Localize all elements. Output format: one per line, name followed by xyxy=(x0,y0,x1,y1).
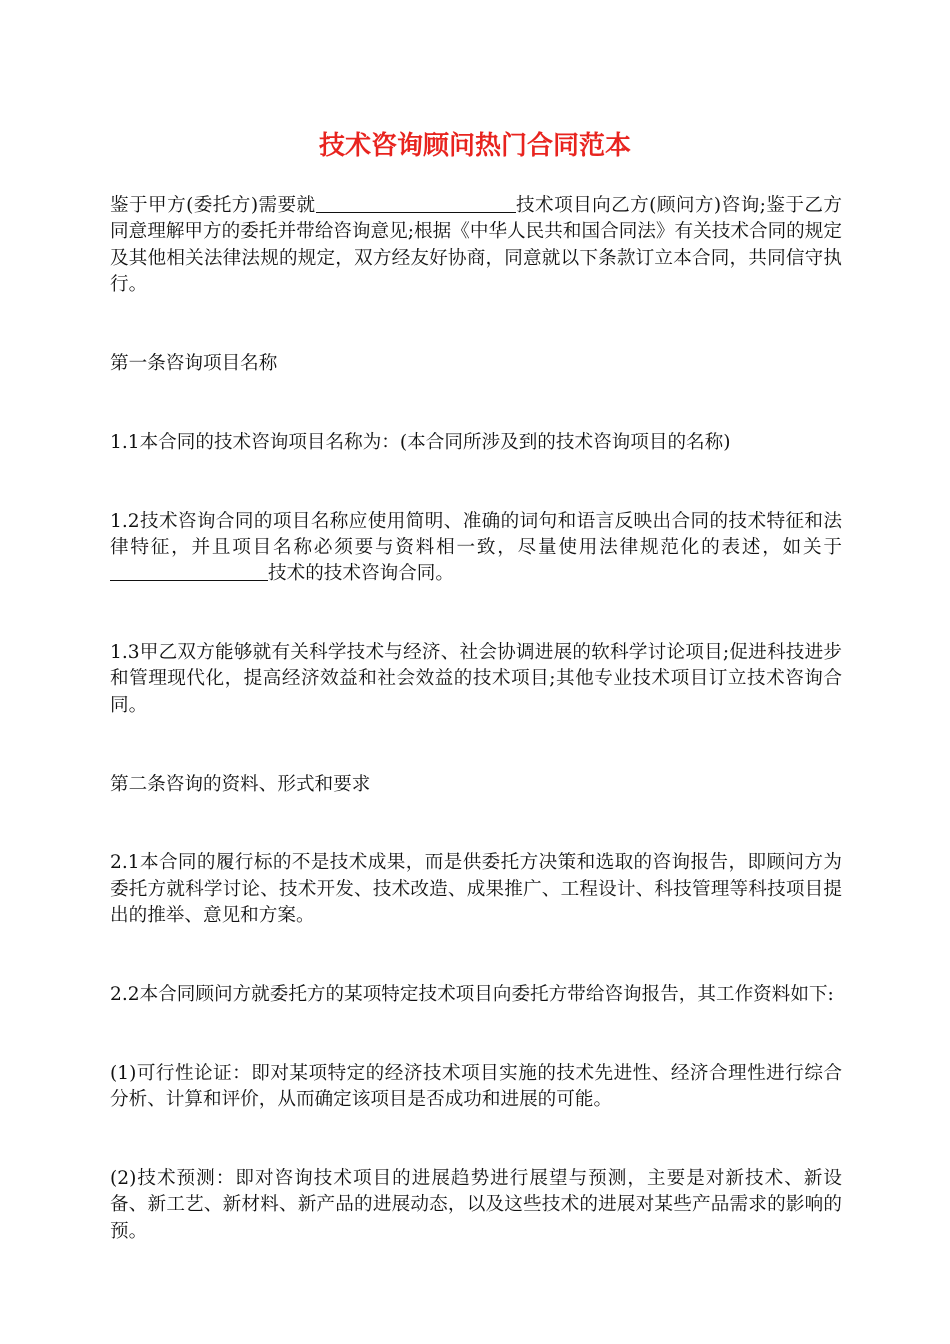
technology-name-blank xyxy=(110,562,268,581)
clause-2-2: 2.2本合同顾问方就委托方的某项特定技术项目向委托方带给咨询报告，其工作资料如下: xyxy=(110,983,834,1005)
intro-text-part2: 技术项目向乙方(顾问方)咨询;鉴于乙方同意理解甲方的委托并带给咨询意见;根据《中华人民共和国合同法》有关技术合同的规定及其他相关法律法规的规定，双方经友好协商，同意就以下条款订立本合同，共同信守执行。 xyxy=(110,195,842,295)
clause-1-3: 1.3甲乙双方能够就有关科学技术与经济、社会协调进展的软科学讨论项目;促进科技进步和管理现代化，提高经济效益和社会效益的技术项目;其他专业技术项目订立技术咨询合同。 xyxy=(110,642,842,716)
document-title: 技术咨询顾问热门合同范本 xyxy=(318,131,631,161)
section2-heading: 第二条咨询的资料、形式和要求 xyxy=(110,773,371,795)
clause-1-2 xyxy=(110,509,842,588)
clause-1-1: 1.1本合同的技术咨询项目名称为：(本合同所涉及到的技术咨询项目的名称) xyxy=(110,431,731,453)
section1-heading: 第一条咨询项目名称 xyxy=(110,352,278,374)
clause-1-2-part2: 技术的技术咨询合同。 xyxy=(268,563,454,585)
intro-paragraph xyxy=(110,193,842,298)
project-name-blank xyxy=(316,194,516,213)
list-item-feasibility: (1)可行性论证：即对某项特定的经济技术项目实施的技术先进性、经济合理性进行综合分析、计算和评价，从而确定该项目是否成功和进展的可能。 xyxy=(110,1062,842,1111)
clause-2-1: 2.1本合同的履行标的不是技术成果，而是供委托方决策和选取的咨询报告，即顾问方为委托方就科学讨论、技术开发、技术改造、成果推广、工程设计、科技管理等科技项目提出的推举、意见和方案。 xyxy=(110,852,842,927)
document-body xyxy=(110,193,842,1245)
list-item-forecast: (2)技术预测：即对咨询技术项目的进展趋势进行展望与预测，主要是对新技术、新设备、新工艺、新材料、新产品的进展动态，以及这些技术的进展对某些产品需求的影响的预。 xyxy=(110,1167,842,1242)
clause-1-2-part1: 1.2技术咨询合同的项目名称应使用简明、准确的词句和语言反映出合同的技术特征和法律特征，并且项目名称必须要与资料相一致，尽量使用法律规范化的表述，如关于 xyxy=(110,510,842,558)
intro-text-part1: 鉴于甲方(委托方)需要就 xyxy=(110,195,316,216)
